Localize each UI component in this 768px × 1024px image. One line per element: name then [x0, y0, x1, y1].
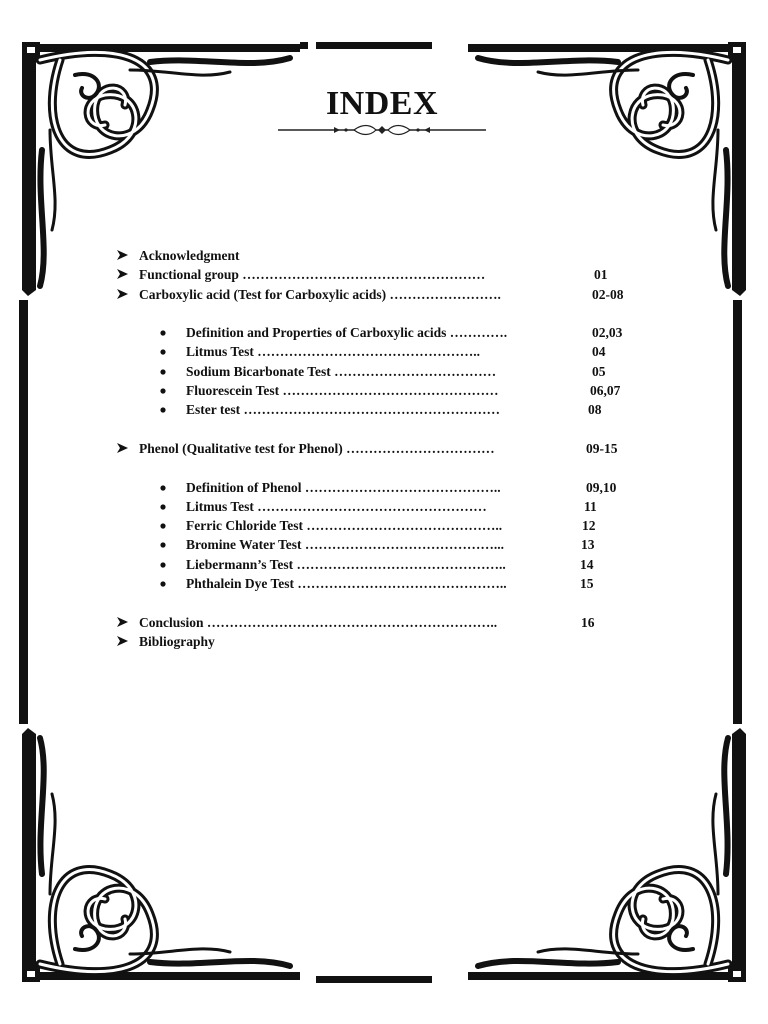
page-title: INDEX — [325, 85, 439, 122]
toc-subsection-entry — [116, 381, 656, 400]
toc-page-number: 09-15 — [586, 440, 618, 456]
toc-page-number: 15 — [580, 576, 594, 592]
toc-subsection-entry — [116, 497, 656, 516]
toc-page-number: 12 — [582, 518, 596, 534]
toc-spacer — [116, 458, 656, 477]
toc-entry-title: Functional group ……………………………………………… — [139, 267, 486, 283]
table-of-contents — [116, 246, 656, 651]
toc-page-number: 01 — [594, 267, 608, 283]
arrowhead-bullet-icon — [116, 613, 130, 632]
toc-section-entry — [116, 613, 656, 632]
toc-section-entry — [116, 246, 656, 265]
toc-subsection-entry — [116, 574, 656, 593]
toc-page-number: 11 — [584, 498, 597, 514]
toc-subsection-entry — [116, 516, 656, 535]
round-bullet-icon — [160, 574, 170, 593]
toc-entry-title: Acknowledgment — [139, 248, 240, 263]
toc-spacer — [116, 304, 656, 323]
title-block — [272, 84, 492, 136]
toc-entry-title: Bibliography — [139, 633, 215, 649]
toc-subsection-entry — [116, 362, 656, 381]
toc-subsection-entry — [116, 478, 656, 497]
round-bullet-icon — [160, 323, 170, 342]
toc-page-number: 04 — [592, 344, 606, 360]
toc-page-number: 13 — [581, 537, 595, 553]
round-bullet-icon — [160, 535, 170, 554]
toc-entry-title: Ferric Chloride Test …………………………………….. — [186, 518, 503, 534]
toc-section-entry — [116, 439, 656, 458]
toc-entry-title: Carboxylic acid (Test for Carboxylic acids) ……………………. — [139, 286, 501, 302]
toc-page-number: 05 — [592, 363, 606, 379]
toc-entry-title: Litmus Test ………………………………………….. — [186, 344, 481, 360]
round-bullet-icon — [160, 342, 170, 361]
toc-section-entry — [116, 632, 656, 651]
arrowhead-bullet-icon — [116, 439, 130, 458]
toc-entry-title: Definition of Phenol …………………………………….. — [186, 479, 501, 495]
round-bullet-icon — [160, 478, 170, 497]
toc-entry-title: Liebermann’s Test ……………………………………….. — [186, 556, 506, 572]
toc-entry-title: Phenol (Qualitative test for Phenol) …………………………… — [139, 440, 495, 456]
toc-entry-title: Litmus Test …………………………………………… — [186, 498, 487, 514]
toc-entry-title: Bromine Water Test ……………………………………... — [186, 537, 505, 553]
toc-page-number: 16 — [581, 614, 595, 630]
toc-page-number: 06,07 — [590, 383, 621, 399]
toc-page-number: 08 — [588, 402, 602, 418]
toc-entry-title: Definition and Properties of Carboxylic acids …………. — [186, 325, 508, 341]
round-bullet-icon — [160, 381, 170, 400]
arrowhead-bullet-icon — [116, 246, 130, 265]
toc-page-number: 02-08 — [592, 286, 624, 302]
round-bullet-icon — [160, 497, 170, 516]
arrowhead-bullet-icon — [116, 285, 130, 304]
round-bullet-icon — [160, 516, 170, 535]
toc-subsection-entry — [116, 555, 656, 574]
toc-entry-title: Ester test ………………………………………………… — [186, 402, 500, 418]
toc-subsection-entry — [116, 342, 656, 361]
toc-subsection-entry — [116, 535, 656, 554]
toc-entry-title: Sodium Bicarbonate Test ……………………………… — [186, 363, 497, 379]
toc-subsection-entry — [116, 400, 656, 419]
toc-section-entry — [116, 265, 656, 284]
title-divider-ornament — [276, 124, 488, 136]
toc-spacer — [116, 420, 656, 439]
round-bullet-icon — [160, 555, 170, 574]
toc-page-number: 14 — [580, 556, 594, 572]
toc-spacer — [116, 593, 656, 612]
arrowhead-bullet-icon — [116, 265, 130, 284]
toc-section-entry — [116, 285, 656, 304]
toc-entry-title: Conclusion ……………………………………………………….. — [139, 614, 498, 630]
toc-page-number: 09,10 — [586, 479, 617, 495]
toc-entry-title: Phthalein Dye Test ……………………………………….. — [186, 576, 507, 592]
arrowhead-bullet-icon — [116, 632, 130, 651]
toc-page-number: 02,03 — [592, 325, 623, 341]
round-bullet-icon — [160, 400, 170, 419]
toc-entry-title: Fluorescein Test ………………………………………… — [186, 383, 499, 399]
toc-subsection-entry — [116, 323, 656, 342]
round-bullet-icon — [160, 362, 170, 381]
